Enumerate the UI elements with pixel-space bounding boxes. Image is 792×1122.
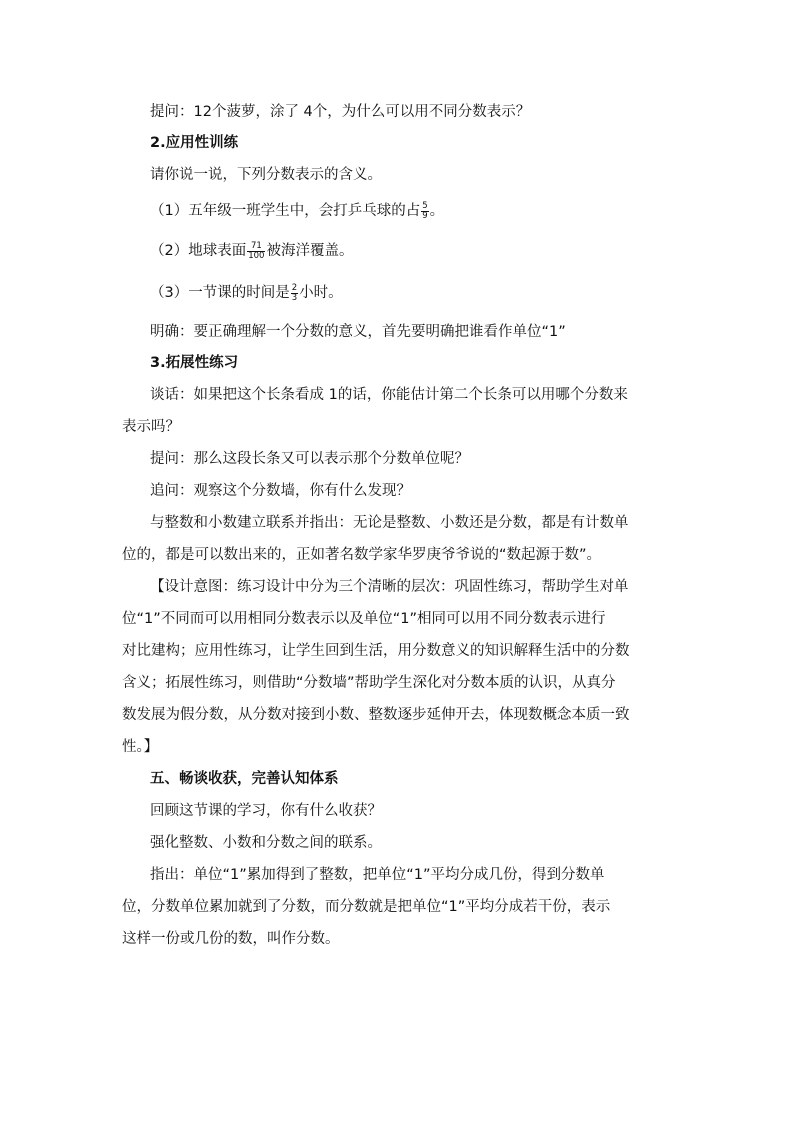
talk-line-1: 谈话：如果把这个长条看成 1的话，你能估计第二个长条可以用哪个分数来 [150,387,628,403]
exercise-item-2-text: （2）地球表面 [150,243,247,259]
fraction-numerator: 71 [247,242,265,252]
design-intent-line-5: 数发展为假分数，从分数对接到小数、整数逐步延伸开去，体现数概念本质一致 [122,707,630,723]
design-intent-line-3: 对比建构；应用性练习，让学生回到生活，用分数意义的知识解释生活中的分数 [122,643,630,659]
exercise-item-1-text: （1）五年级一班学生中，会打乒乓球的占 [150,203,421,219]
fraction-denominator: 3 [291,292,298,303]
fraction-two-thirds [291,284,298,303]
exercise-item-2 [150,241,353,261]
fraction-71-hundredths [247,242,265,261]
exercise-item-3-text: （3）一节课的时间是 [150,285,290,301]
fraction-denominator: 9 [422,210,428,221]
design-intent-line-4: 含义；拓展性练习，则借助“分数墙”帮助学生深化对分数本质的认识，从真分 [122,675,616,691]
fraction-numerator: 5 [422,200,428,211]
question-12-pineapples: 提问：12个菠萝，涂了 4个，为什么可以用不同分数表示？ [150,104,531,120]
design-intent-line-2: 位“1”不同而可以用相同分数表示以及单位“1”相同可以用不同分数表示进行 [122,611,606,627]
fraction-denominator: 100 [248,250,265,261]
prompt-explain-fractions: 请你说一说，下列分数表示的含义。 [150,167,382,183]
strengthen-connection: 强化整数、小数和分数之间的联系。 [150,835,382,851]
point-line-3: 这样一份或几份的数，叫作分数。 [122,931,340,947]
fraction-five-ninths [421,202,428,221]
question-fraction-unit: 提问：那么这段长条又可以表示那个分数单位呢？ [150,451,469,467]
link-line-2: 位的，都是可以数出来的，正如著名数学家华罗庚爷爷说的“数起源于数”。 [122,547,602,563]
design-intent-line-6: 性。】 [122,739,159,755]
exercise-item-3-tail: 小时。 [299,285,343,301]
review-question: 回顾这节课的学习，你有什么收获？ [150,803,382,819]
section-heading-summary: 五、畅谈收获，完善认知体系 [150,771,339,787]
point-line-2: 位，分数单位累加就到了分数，而分数就是把单位“1”平均分成若干份，表示 [122,899,611,915]
follow-up-fraction-wall: 追问：观察这个分数墙，你有什么发现？ [150,483,411,499]
fraction-numerator: 2 [291,282,298,293]
exercise-item-2-tail: 被海洋覆盖。 [266,243,354,259]
talk-line-2: 表示吗？ [122,419,180,435]
section-heading-application: 2.应用性训练 [150,135,239,151]
clarification-unit-one: 明确：要正确理解一个分数的意义，首先要明确把谁看作单位“1” [150,324,566,340]
exercise-item-3 [150,283,343,303]
design-intent-line-1: 【设计意图：练习设计中分为三个清晰的层次：巩固性练习，帮助学生对单 [150,579,629,595]
point-line-1: 指出：单位“1”累加得到了整数，把单位“1”平均分成几份，得到分数单 [150,867,605,883]
exercise-item-1-tail: 。 [429,203,445,219]
link-line-1: 与整数和小数建立联系并指出：无论是整数、小数还是分数，都是有计数单 [150,515,629,531]
exercise-item-1 [150,201,444,221]
section-heading-extension: 3.拓展性练习 [150,355,239,371]
